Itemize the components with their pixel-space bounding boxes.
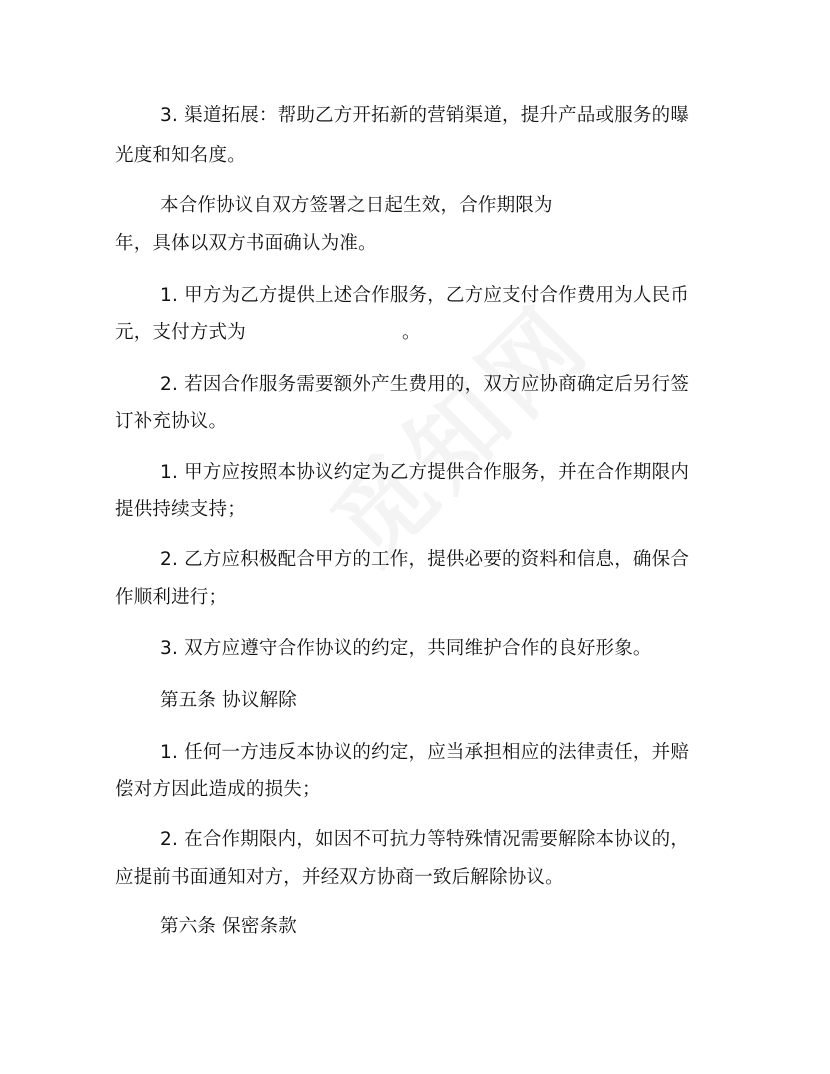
- paragraph-line: 。: [402, 322, 421, 343]
- paragraph-line: 2. 若因合作服务需要额外产生费用的，双方应协商确定后另行签: [160, 374, 690, 395]
- section-heading: 第六条 保密条款: [160, 916, 297, 937]
- paragraph-line: 提供持续支持；: [115, 499, 246, 520]
- paragraph-line: 1. 任何一方违反本协议的约定，应当承担相应的法律责任，并赔: [160, 742, 690, 763]
- paragraph-line: 3. 渠道拓展：帮助乙方开拓新的营销渠道，提升产品或服务的曝: [160, 105, 690, 126]
- paragraph-line: 2. 乙方应积极配合甲方的工作，提供必要的资料和信息，确保合: [160, 549, 690, 570]
- paragraph-line: 1. 甲方为乙方提供上述合作服务，乙方应支付合作费用为人民币: [160, 285, 690, 306]
- paragraph-line: 光度和知名度。: [115, 145, 246, 166]
- paragraph-line: 本合作协议自双方签署之日起生效，合作期限为: [160, 195, 553, 216]
- paragraph-line: 2. 在合作期限内，如因不可抗力等特殊情况需要解除本协议的，: [160, 829, 690, 850]
- paragraph-line: 作顺利进行；: [115, 587, 228, 608]
- paragraph-line: 1. 甲方应按照本协议约定为乙方提供合作服务，并在合作期限内: [160, 462, 690, 483]
- paragraph-line: 年，具体以双方书面确认为准。: [115, 233, 377, 254]
- paragraph-line: 订补充协议。: [115, 411, 228, 432]
- paragraph-line: 3. 双方应遵守合作协议的约定，共同维护合作的良好形象。: [160, 638, 652, 659]
- paragraph-line: 偿对方因此造成的损失；: [115, 779, 321, 800]
- section-heading: 第五条 协议解除: [160, 690, 297, 711]
- watermark-logo: [297, 270, 614, 587]
- paragraph-line: 应提前书面通知对方，并经双方协商一致后解除协议。: [115, 867, 564, 888]
- paragraph-line: 元，支付方式为: [115, 322, 246, 343]
